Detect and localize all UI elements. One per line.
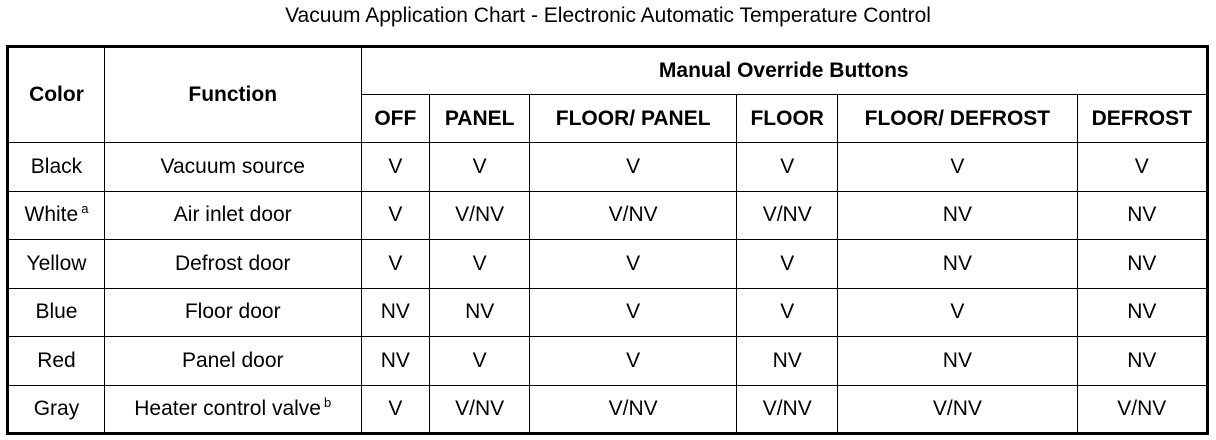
cell-vacuum-state: V	[530, 288, 737, 337]
cell-vacuum-state: V	[361, 385, 430, 434]
function-name: Defrost door	[174, 251, 291, 275]
color-name: Blue	[35, 300, 78, 324]
cell-vacuum-state: NV	[361, 337, 430, 386]
cell-vacuum-state: V	[737, 288, 838, 337]
cell-color	[8, 240, 105, 289]
cell-vacuum-state: V/NV	[838, 385, 1077, 434]
cell-vacuum-state: V	[530, 337, 737, 386]
cell-vacuum-state: V/NV	[530, 191, 737, 240]
cell-vacuum-state: V	[430, 240, 530, 289]
footnote-marker: a	[81, 201, 89, 217]
cell-vacuum-state: V	[838, 143, 1077, 192]
cell-color	[8, 191, 105, 240]
cell-color	[8, 337, 105, 386]
cell-vacuum-state: V	[530, 143, 737, 192]
cell-vacuum-state: NV	[361, 288, 430, 337]
cell-vacuum-state: NV	[838, 240, 1077, 289]
cell-function	[104, 385, 361, 434]
header-button-off: OFF	[361, 95, 430, 143]
cell-function	[104, 288, 361, 337]
cell-vacuum-state: V	[530, 240, 737, 289]
cell-vacuum-state: NV	[430, 288, 530, 337]
cell-vacuum-state: V/NV	[1077, 385, 1207, 434]
vacuum-application-table	[6, 45, 1209, 435]
color-name: White	[24, 203, 79, 227]
cell-function	[104, 143, 361, 192]
cell-vacuum-state: V	[737, 240, 838, 289]
function-name: Floor door	[184, 300, 281, 324]
table-row	[8, 385, 1208, 434]
color-name: Red	[37, 348, 76, 372]
cell-function	[104, 191, 361, 240]
table-row	[8, 288, 1208, 337]
cell-vacuum-state: V	[361, 143, 430, 192]
header-function: Function	[104, 47, 361, 143]
header-button-defrost: DEFROST	[1077, 95, 1207, 143]
cell-color	[8, 143, 105, 192]
header-manual-override-buttons: Manual Override Buttons	[361, 47, 1208, 95]
header-button-floor-defrost: FLOOR/ DEFROST	[838, 95, 1077, 143]
header-color: Color	[8, 47, 105, 143]
cell-vacuum-state: NV	[838, 337, 1077, 386]
chart-title: Vacuum Application Chart - Electronic Automatic Temperature Control	[285, 4, 931, 27]
cell-vacuum-state: NV	[1077, 240, 1207, 289]
cell-vacuum-state: NV	[838, 191, 1077, 240]
table-body	[8, 143, 1208, 434]
cell-vacuum-state: V	[361, 191, 430, 240]
cell-vacuum-state: NV	[1077, 191, 1207, 240]
function-name: Vacuum source	[160, 154, 305, 178]
cell-vacuum-state: V/NV	[530, 385, 737, 434]
cell-function	[104, 240, 361, 289]
cell-vacuum-state: V	[737, 143, 838, 192]
footnote-marker: b	[323, 394, 332, 410]
color-name: Gray	[33, 396, 80, 420]
color-name: Black	[30, 154, 83, 178]
cell-color	[8, 385, 105, 434]
cell-vacuum-state: NV	[1077, 288, 1207, 337]
cell-vacuum-state: NV	[1077, 337, 1207, 386]
function-name: Panel door	[181, 348, 284, 372]
cell-vacuum-state: V/NV	[737, 191, 838, 240]
color-name: Yellow	[26, 251, 87, 275]
table-row	[8, 191, 1208, 240]
cell-vacuum-state: V/NV	[430, 385, 530, 434]
table-row	[8, 337, 1208, 386]
cell-color	[8, 288, 105, 337]
cell-vacuum-state: V	[361, 240, 430, 289]
cell-vacuum-state: V	[430, 143, 530, 192]
function-name: Air inlet door	[173, 203, 292, 227]
cell-vacuum-state: V	[838, 288, 1077, 337]
cell-vacuum-state: V	[430, 337, 530, 386]
cell-vacuum-state: NV	[737, 337, 838, 386]
table-row	[8, 143, 1208, 192]
cell-vacuum-state: V	[1077, 143, 1207, 192]
header-button-panel: PANEL	[430, 95, 530, 143]
cell-function	[104, 337, 361, 386]
function-name: Heater control valve	[134, 396, 321, 420]
header-button-floor-panel: FLOOR/ PANEL	[530, 95, 737, 143]
table-row	[8, 240, 1208, 289]
cell-vacuum-state: V/NV	[430, 191, 530, 240]
cell-vacuum-state: V/NV	[737, 385, 838, 434]
header-button-floor: FLOOR	[737, 95, 838, 143]
